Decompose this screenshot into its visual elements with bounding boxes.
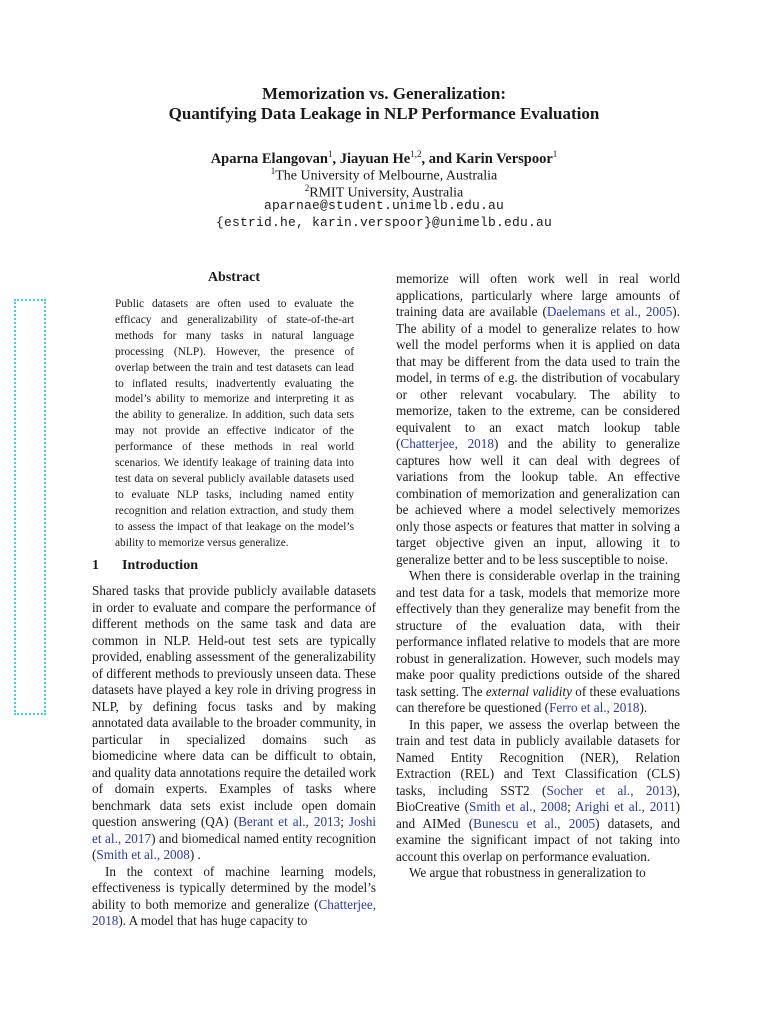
paragraph bbox=[396, 865, 680, 882]
right-column-body bbox=[396, 271, 680, 882]
paragraph-text: ). The ability of a model to generalize relates to how well the model performs when it is applied on data that may be different from the data used to train the model, in terms of e.g. the distribution of vocabulary or other relevant vocabulary. The ability to memorize, taken to the extreme, can be considered equivalent to an exact match lookup table ( bbox=[396, 304, 680, 451]
citation-link[interactable]: Joshi et al., 2017 bbox=[92, 814, 377, 846]
paragraph-text: memorize will often work well in real world applications, particularly where large amounts of training data are available ( bbox=[396, 271, 680, 319]
affiliation-name: RMIT University, Australia bbox=[309, 185, 464, 201]
paper-title-line1: Memorization vs. Generalization: bbox=[261, 84, 507, 103]
paragraph-text: In this paper, we assess the overlap between the train and test data in publicly available datasets for Named Entity Recognition (NER), Relation Extraction (REL) and Text Classification (CLS) tasks, including SST2 ( bbox=[396, 716, 680, 798]
paragraph bbox=[92, 864, 376, 930]
affiliation-mark: 2 bbox=[304, 183, 310, 193]
citation-link[interactable]: Arighi et al., 2011 bbox=[575, 799, 676, 814]
author-name: Karin Verspoor bbox=[455, 150, 553, 167]
affiliation-name: The University of Melbourne, Australia bbox=[275, 168, 498, 184]
section-heading bbox=[92, 558, 198, 574]
paragraph-text: ) . bbox=[189, 847, 201, 862]
paragraph-text: Shared tasks that provide publicly available datasets in order to evaluate and compare the performance of different methods on the same task and data are common in NLP. Held-out test sets are typically provided, enabling assessment of the generalizability of different methods to previously unseen data. These datasets have played a key role in driving progress in NLP, by defining focus tasks and by making annotated data available to the broader community, in particular in specialized domains such as biomedicine where data can be difficult to obtain, and quality data annotations require the detailed work of domain experts. Examples of tasks where benchmark data sets exist include open domain question answering (QA) ( bbox=[92, 583, 376, 829]
paragraph-text: ) and biomedical named entity recognition ( bbox=[92, 830, 376, 862]
paragraph-text: ; bbox=[567, 799, 575, 814]
author-separator: , and bbox=[421, 150, 456, 167]
paragraph-text: ). A model that has huge capacity to bbox=[118, 913, 308, 928]
citation-link[interactable]: Bunescu et al., 2005 bbox=[473, 815, 596, 831]
author-email: aparnae@student.unimelb.edu.au bbox=[263, 198, 505, 213]
citation-link[interactable]: Smith et al., 2008 bbox=[469, 799, 568, 814]
author-separator: , bbox=[332, 150, 340, 167]
paragraph-text: ), BioCreative ( bbox=[396, 782, 680, 814]
abstract-heading: Abstract bbox=[207, 270, 261, 285]
left-column-body bbox=[92, 583, 376, 930]
paragraph-text: In the context of machine learning models, effectiveness is typically determined by the model’s ability to both memorize and generalize ( bbox=[92, 863, 376, 912]
author-name: Aparna Elangovan bbox=[210, 150, 328, 167]
paper-title-line2: Quantifying Data Leakage in NLP Performance Evaluation bbox=[168, 104, 600, 123]
citation-link[interactable]: Ferro et al., 2018 bbox=[549, 700, 640, 715]
citation-link[interactable]: Smith et al., 2008 bbox=[96, 847, 190, 862]
paragraph-text: ) and the ability to generalize captures how well it can deal with degrees of variations from the lookup table. An effective combination of memorization and generalization can be achieved where a model selectively memorizes only those aspects or features that matter in solving a target objective given an input, allowing it to generalize better and to be less susceptible to noise. bbox=[396, 436, 681, 567]
paragraph-text: ; bbox=[340, 814, 349, 829]
author-name: Jiayuan He bbox=[339, 150, 411, 167]
paragraph bbox=[396, 717, 680, 866]
author-affiliation-mark: 1 bbox=[552, 149, 558, 159]
paragraph bbox=[396, 271, 680, 568]
section-title: Introduction bbox=[122, 558, 198, 573]
paragraph-text: ) datasets, and examine the significant impact of not taking into account this overlap on performance evaluation. bbox=[396, 815, 681, 864]
paragraph-text: ). bbox=[639, 700, 648, 715]
section-number: 1 bbox=[92, 558, 99, 573]
paragraph bbox=[92, 583, 376, 864]
author-affiliation-mark: 1,2 bbox=[410, 149, 422, 159]
paragraph-text: of these evaluations can therefore be questioned ( bbox=[396, 683, 681, 715]
paragraph-text: We argue that robustness in generalization to bbox=[409, 865, 646, 880]
emphasis-text: external validity bbox=[485, 683, 572, 699]
citation-link[interactable]: Daelemans et al., 2005 bbox=[546, 304, 673, 319]
citation-link[interactable]: Chatterjee, 2018 bbox=[400, 436, 494, 451]
paragraph bbox=[396, 568, 680, 717]
paragraph-text: ) and AIMed ( bbox=[396, 799, 680, 831]
citation-link[interactable]: Socher et al., 2013 bbox=[546, 782, 673, 798]
margin-annotation-box bbox=[14, 299, 46, 715]
author-affiliation-mark: 1 bbox=[327, 149, 333, 159]
margin-annotation-box-edge bbox=[44, 299, 46, 715]
author-email: {estrid.he, karin.verspoor}@unimelb.edu.au bbox=[215, 215, 553, 230]
affiliation-mark: 1 bbox=[270, 166, 276, 176]
citation-link[interactable]: Chatterjee, 2018 bbox=[92, 896, 376, 928]
citation-link[interactable]: Berant et al., 2013 bbox=[238, 814, 341, 829]
paragraph-text: When there is considerable overlap in the training and test data for a task, models that memorize more effectively than they generalize may benefit from the structure of the evaluation data, with their performance inflated relative to models that are more robust in generalization. However, such models may make poor quality predictions outside of the shared task setting. The bbox=[396, 568, 680, 699]
abstract-text: Public datasets are often used to evaluate the efficacy and generalizability of state-of-the-art methods for many tasks in natural language processing (NLP). However, the presence of overlap between the train and test datasets can lead to inflated results, inadvertently evaluating the model’s ability to memorize and interpreting it as the ability to generalize. In addition, such data sets may not provide an effective indicator of the performance of these methods in real world scenarios. We identify leakage of training data into test data on several publicly available datasets used to evaluate NLP tasks, including named entity recognition and relation extraction, and study them to assess the impact of that leakage on the model’s ability to memorize versus generalize. bbox=[115, 298, 354, 549]
